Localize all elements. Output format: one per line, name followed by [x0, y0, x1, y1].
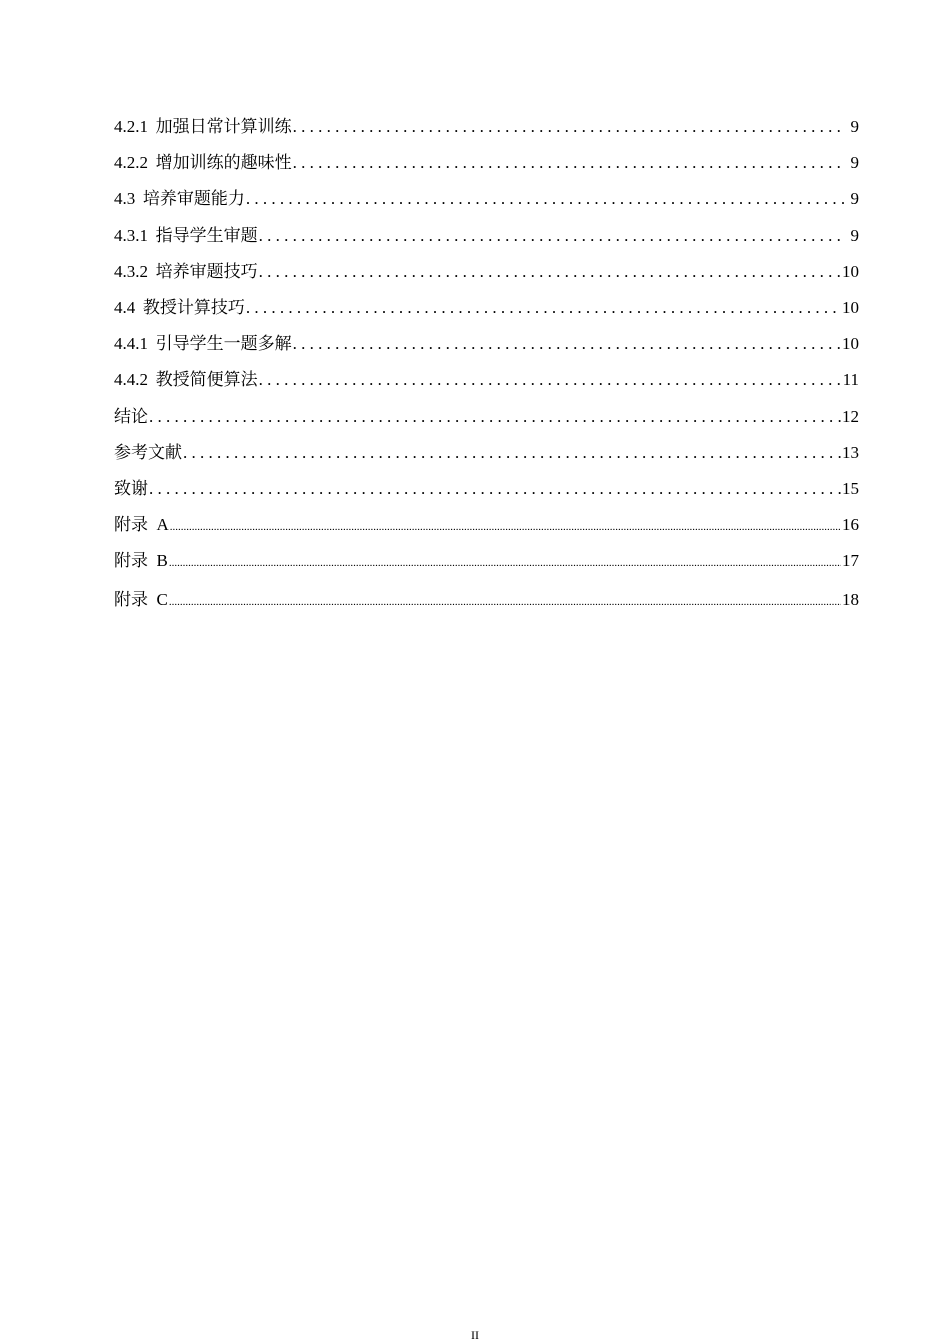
toc-entry-page: 10	[842, 297, 859, 317]
dot-leader	[259, 262, 841, 282]
toc-entry-4-3-2[interactable]	[114, 257, 859, 293]
toc-entry-page: 9	[850, 153, 859, 173]
toc-entry-title: 附录 C	[114, 590, 168, 610]
toc-entry-conclusion[interactable]	[114, 402, 859, 438]
toc-entry-number: 4.3.2	[114, 261, 148, 281]
toc-entry-page: 12	[842, 406, 859, 426]
toc-entry-title: 致谢	[114, 478, 148, 498]
toc-entry-4-4-2[interactable]	[114, 365, 859, 401]
toc-entry-number: 4.2.2	[114, 153, 148, 173]
toc-entry-page: 11	[842, 370, 859, 390]
toc-entry-4-4[interactable]	[114, 293, 859, 329]
dot-leader	[293, 153, 846, 173]
dot-leader	[259, 370, 842, 390]
toc-entry-title: 教授简便算法	[155, 370, 258, 390]
toc-entry-page: 18	[842, 590, 859, 610]
dot-leader	[170, 515, 841, 535]
toc-entry-4-2-2[interactable]	[114, 148, 859, 184]
toc-entry-page: 10	[842, 261, 859, 281]
dot-leader	[149, 479, 841, 499]
dot-leader	[183, 443, 841, 463]
toc-entry-number: 4.3.1	[114, 225, 148, 245]
toc-entry-number: 4.4	[114, 297, 136, 317]
page-number: II	[471, 1328, 479, 1342]
toc-entry-4-4-1[interactable]	[114, 329, 859, 365]
toc-entry-references[interactable]	[114, 438, 859, 474]
dot-leader	[259, 226, 846, 246]
toc-entry-acknowledgements[interactable]	[114, 474, 859, 510]
toc-entry-title: 参考文献	[114, 442, 182, 462]
dot-leader	[169, 590, 841, 610]
toc-entry-title: 指导学生审题	[155, 225, 258, 245]
dot-leader	[293, 117, 846, 137]
toc-entry-4-3-1[interactable]	[114, 221, 859, 257]
toc-entry-title: 附录 A	[114, 515, 169, 535]
toc-entry-appendix-c[interactable]	[114, 582, 859, 625]
dot-leader	[293, 334, 841, 354]
toc-entry-title: 加强日常计算训练	[155, 117, 292, 136]
dot-leader	[246, 298, 841, 318]
toc-entry-page: 13	[842, 442, 859, 462]
toc-entry-number: 4.2.1	[114, 117, 148, 136]
dot-leader	[149, 407, 841, 427]
toc-entry-page: 9	[850, 225, 859, 245]
toc-entry-title: 教授计算技巧	[142, 297, 245, 317]
dot-leader	[169, 551, 841, 571]
toc-entry-title: 引导学生一题多解	[155, 334, 292, 354]
toc-entry-title: 培养审题能力	[142, 189, 245, 209]
toc-entry-4-2-1[interactable]	[114, 112, 859, 148]
toc-entry-number: 4.3	[114, 189, 136, 209]
toc-entry-appendix-a[interactable]	[114, 510, 859, 546]
toc-entry-number: 4.4.2	[114, 370, 148, 390]
toc-entry-page: 9	[850, 117, 859, 136]
toc-entry-title: 附录 B	[114, 551, 168, 571]
toc-entry-appendix-b[interactable]	[114, 546, 859, 582]
toc-entry-page: 10	[842, 334, 859, 354]
toc-entry-title: 增加训练的趣味性	[155, 153, 292, 173]
toc-entry-title: 结论	[114, 406, 148, 426]
toc-entry-4-3[interactable]	[114, 184, 859, 220]
toc-entry-page: 15	[842, 478, 859, 498]
toc-entry-page: 16	[842, 515, 859, 535]
table-of-contents	[114, 112, 859, 625]
dot-leader	[246, 189, 846, 209]
toc-entry-number: 4.4.1	[114, 334, 148, 354]
toc-entry-page: 9	[850, 189, 859, 209]
toc-entry-title: 培养审题技巧	[155, 261, 258, 281]
toc-entry-page: 17	[842, 551, 859, 571]
